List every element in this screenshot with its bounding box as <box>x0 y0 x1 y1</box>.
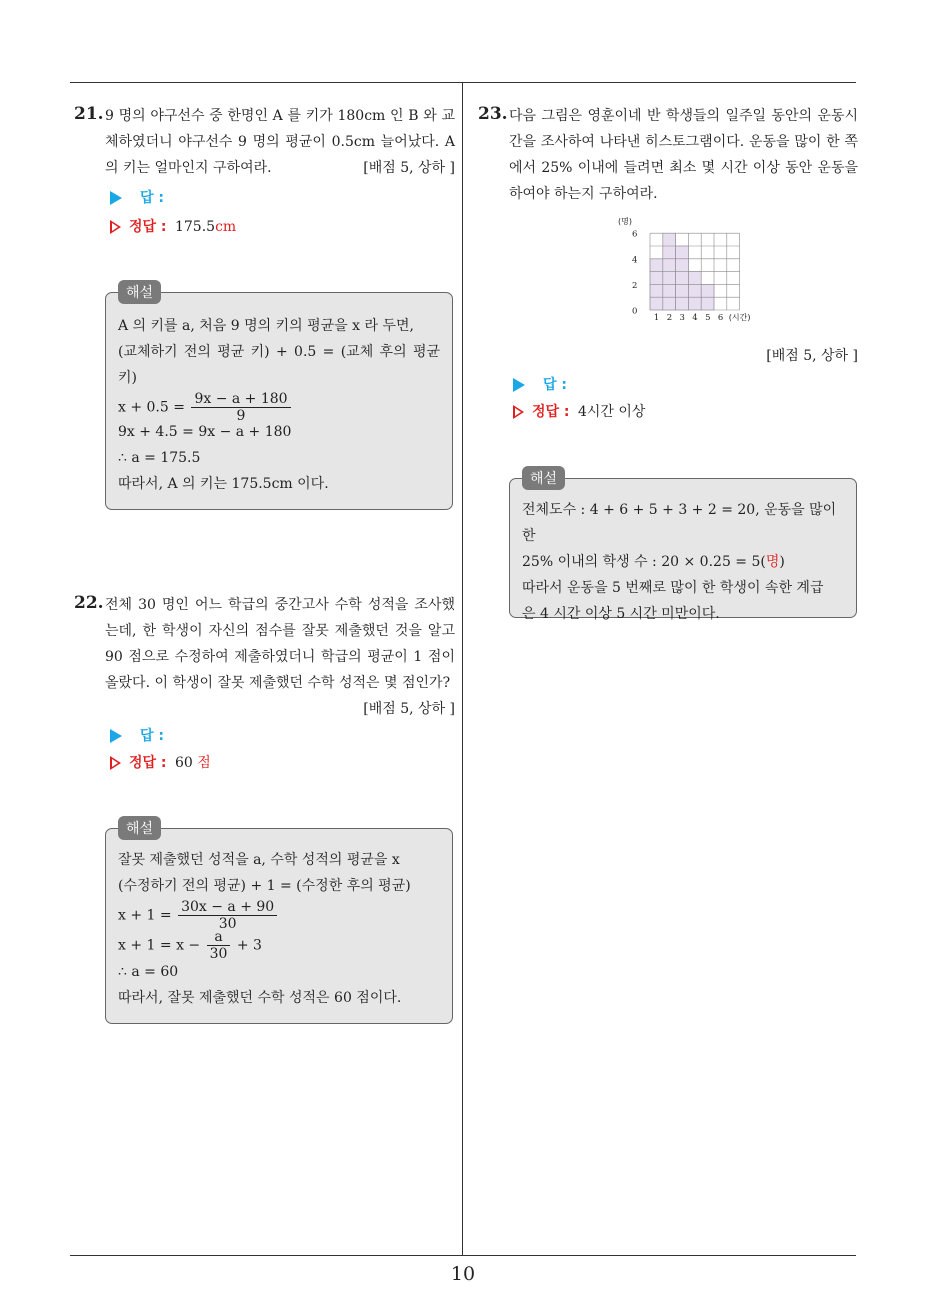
correct-value: 4 <box>577 404 587 420</box>
x-axis-label: (시간) <box>728 313 751 322</box>
question-23-number: 23. <box>478 104 508 124</box>
top-rule <box>70 82 856 83</box>
question-22 <box>105 592 455 696</box>
x-tick-label: 1 <box>653 313 660 323</box>
solution-line: 은 4 시간 이상 5 시간 미만이다. <box>522 606 720 622</box>
x-tick-label: 5 <box>705 313 711 323</box>
question-21-number: 21. <box>74 104 104 124</box>
column-divider <box>462 83 463 1255</box>
page-number: 10 <box>450 1263 476 1285</box>
x-tick-label: 4 <box>692 313 698 323</box>
correct-label: 정답 : <box>129 755 167 771</box>
solution-line: ∴ a = 175.5 <box>118 450 201 466</box>
solution-line: 따라서, A 의 키는 175.5cm 이다. <box>118 476 329 492</box>
question-21-meta: [배점 5, 상하 ] <box>363 160 455 176</box>
solution-equation: x + 1 = $\frac{30x - a + 90}{30}$ <box>118 899 440 929</box>
x-tick-label: 6 <box>717 313 724 323</box>
question-21-text: 9 명의 야구선수 중 한명인 A 를 키가 180cm 인 B 와 교체하였더니 야구선수 9 명의 평균이 0.5cm 늘어났다. A 의 키는 얼마인지 구하여라. <box>105 108 455 176</box>
solution-box-22 <box>105 828 453 1024</box>
question-22-meta: [배점 5, 상하 ] <box>363 701 455 717</box>
correct-unit: 시간 이상 <box>586 404 646 420</box>
correct-label: 정답 : <box>532 404 570 420</box>
y-tick-label: 2 <box>632 280 638 291</box>
solution-line: 전체도수 : 4 + 6 + 5 + 3 + 2 = 20, 운동을 많이 한 <box>522 502 837 544</box>
outline-triangle-icon <box>110 756 121 770</box>
question-23-text: 다음 그림은 영훈이네 반 학생들의 일주일 동안의 운동시간을 조사하여 나타낸 히스토그램이다. 운동을 많이 한 쪽에서 25% 이내에 들려면 최소 몇 시간 이상 동안 운동을 하여야 하는지 구하여라. <box>509 108 858 202</box>
histogram-bar <box>676 246 689 310</box>
question-22-text: 전체 30 명인 어느 학급의 중간고사 수학 성적을 조사했는데, 한 학생이 자신의 점수를 잘못 제출했던 것을 알고 90 점으로 수정하여 제출하였더니 학급의 평균이 1 점이 올랐다. 이 학생이 잘못 제출했던 수학 성적은 몇 점인가? <box>105 597 455 691</box>
question-23-answer-row[interactable] <box>513 374 567 396</box>
question-23-meta: [배점 5, 상하 ] <box>766 348 858 364</box>
solution-box-21 <box>105 292 453 510</box>
answer-label: 답 : <box>543 377 567 393</box>
solution-line: 따라서 운동을 5 번째로 많이 한 학생이 속한 계급 <box>522 580 824 596</box>
solution-equation: x + 0.5 = $\frac{9x - a + 180}{9}$ <box>118 391 440 419</box>
answer-label: 답 : <box>140 728 164 744</box>
solution-line: (교체하기 전의 평균 키) + 0.5 = (교체 후의 평균 키) <box>118 344 440 386</box>
solution-equation: x + 1 = x − $\frac{a}{30}$ + 3 <box>118 929 262 962</box>
fraction: $\frac{a}{30}$ <box>207 929 231 962</box>
question-22-correct-row <box>110 752 211 774</box>
solution-tab-21: 해설 <box>118 280 161 304</box>
bottom-rule <box>70 1255 856 1256</box>
solution-line: ∴ a = 60 <box>118 964 179 980</box>
solution-line: 25% 이내의 학생 수 : 20 × 0.25 = 5(명) <box>522 554 785 570</box>
y-tick-label: 6 <box>632 229 638 240</box>
play-icon <box>513 378 525 392</box>
answer-label: 답 : <box>140 190 164 206</box>
y-axis-label: (명) <box>618 217 632 226</box>
x-tick-label: 2 <box>666 313 673 323</box>
y-tick-label: 4 <box>632 255 638 266</box>
question-23 <box>509 103 858 207</box>
solution-line: A 의 키를 a, 처음 9 명의 키의 평균을 x 라 두면, <box>118 318 414 334</box>
solution-tab-23: 해설 <box>522 466 565 490</box>
question-21-answer-row[interactable] <box>110 187 164 209</box>
question-23-correct-row <box>513 401 645 423</box>
correct-label: 정답 : <box>129 219 167 235</box>
outline-triangle-icon <box>110 220 121 234</box>
fraction: $\frac{30x - a + 90}{30}$ <box>178 899 277 932</box>
correct-unit: cm <box>215 219 237 235</box>
histogram-bar <box>688 272 701 310</box>
histogram-chart <box>610 214 760 326</box>
correct-unit: 점 <box>197 755 211 771</box>
solution-line: 따라서, 잘못 제출했던 수학 성적은 60 점이다. <box>118 990 402 1006</box>
outline-triangle-icon <box>513 405 524 419</box>
question-22-answer-row[interactable] <box>110 725 164 747</box>
solution-box-23 <box>509 478 857 622</box>
solution-line: 9x + 4.5 = 9x − a + 180 <box>118 424 292 440</box>
correct-value: 60 <box>174 755 193 771</box>
solution-line: (수정하기 전의 평균) + 1 = (수정한 후의 평균) <box>118 878 411 894</box>
solution-tab-22: 해설 <box>118 816 161 840</box>
play-icon <box>110 729 122 743</box>
question-21-correct-row <box>110 216 236 238</box>
correct-value: 175.5 <box>174 219 216 235</box>
play-icon <box>110 191 122 205</box>
x-tick-label: 3 <box>679 313 685 323</box>
fraction: $\frac{9x - a + 180}{9}$ <box>191 391 290 424</box>
solution-line: 잘못 제출했던 성적을 a, 수학 성적의 평균을 x <box>118 852 400 868</box>
y-tick-label: 0 <box>632 306 638 317</box>
question-22-number: 22. <box>74 593 104 613</box>
